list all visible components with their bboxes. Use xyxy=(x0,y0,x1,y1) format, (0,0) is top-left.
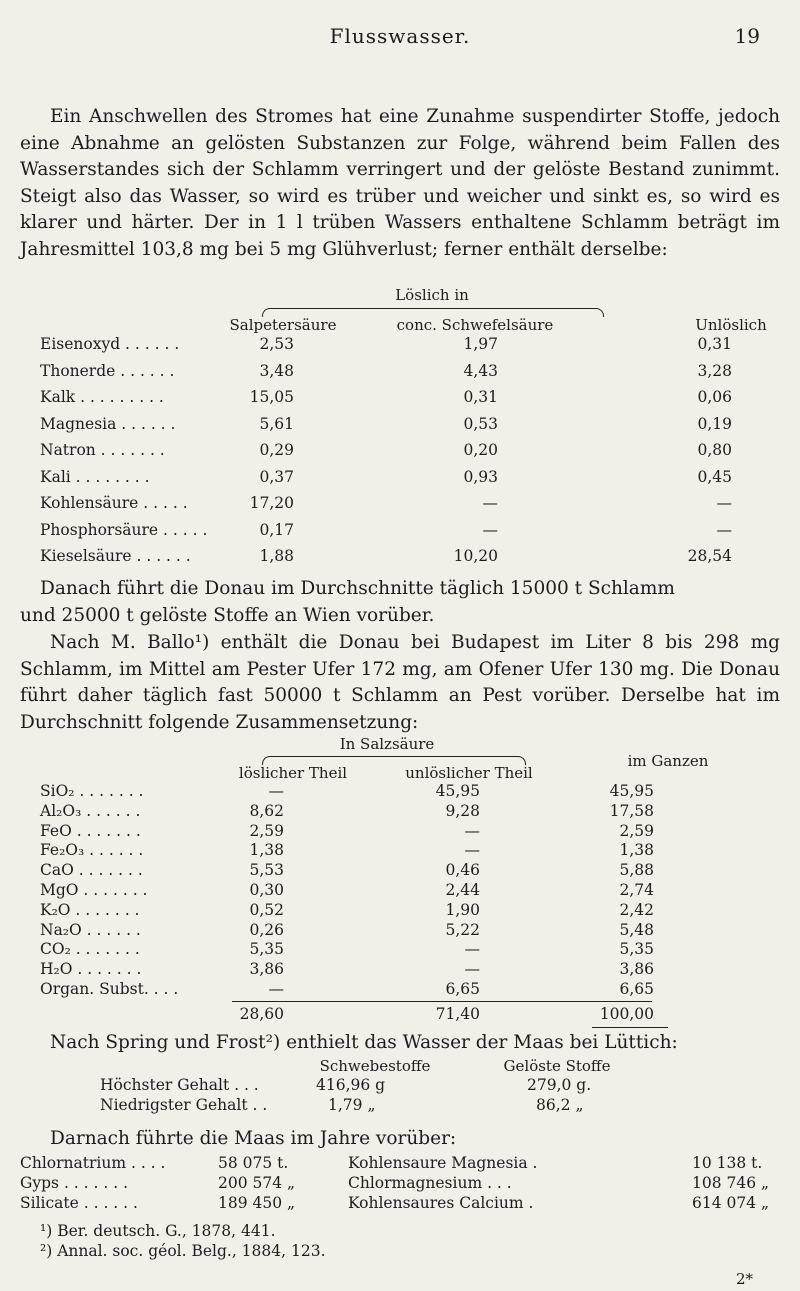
paragraph-4 xyxy=(20,1030,780,1057)
table-4-left-1-label: Chlornatrium . . . . xyxy=(20,1154,166,1172)
running-head: Flusswasser. xyxy=(329,24,471,48)
paragraph-2-line-2: und 25000 t gelöste Stoffe an Wien vorüber. xyxy=(20,604,435,626)
paragraph-2-line-1: Danach führt die Donau im Durchschnitte täglich 15000 t Schlamm xyxy=(40,578,675,599)
table-2-cell-2: 6,65 xyxy=(445,980,480,998)
table-2-cell-2: 1,90 xyxy=(445,900,480,919)
table-1-row-label: Magnesia . . . . . . xyxy=(40,414,176,433)
table-2-cell-1: 0,30 xyxy=(249,881,284,899)
table-2-row-label: Organ. Subst. . . . xyxy=(40,980,179,998)
table-4-right-2-value: 108 746 „ xyxy=(692,1174,770,1192)
table-1-cell-2: 4,43 xyxy=(463,361,498,380)
table-1-cell-1: 17,20 xyxy=(249,494,294,512)
paragraph-1-text: Ein Anschwellen des Stromes hat eine Zunahme suspendirter Stoffe, jedoch eine Abnahme an gelösten Substanzen zur Folge, während beim Fallen des Wasserstandes sich der Schlamm verringert und der gelöste Bestand zunimmt. Steigt also das Wasser, so wird es trüber und weicher und sinkt es, so wird es klarer und härter. Der in 1 l trüben Wassers enthaltene Schlamm beträgt im Jahresmittel 103,8 mg bei 5 mg Glühverlust; ferner enthält derselbe: xyxy=(20,106,780,260)
footnote-1: ¹) Ber. deutsch. G., 1878, 441. xyxy=(40,1222,276,1240)
table-2-row-label: Al₂O₃ . . . . . . xyxy=(40,801,141,820)
table-2-cell-2: — xyxy=(464,821,480,840)
table-1-col-1: Salpetersäure xyxy=(229,316,337,334)
table-3-row-2-v1: 1,79 „ xyxy=(328,1096,376,1114)
table-1-cell-2: 0,53 xyxy=(463,414,498,433)
table-1-cell-1: 0,29 xyxy=(259,441,294,459)
table-1-cell-2: 0,93 xyxy=(463,467,498,486)
table-1-group-header: Löslich in xyxy=(395,286,469,304)
table-1-cell-1: 3,48 xyxy=(259,361,294,380)
table-4-left-3-label: Silicate . . . . . . xyxy=(20,1194,138,1212)
signature-mark: 2* xyxy=(736,1270,754,1288)
table-1-cell-1: 0,37 xyxy=(259,467,294,486)
table-3-row-1-label: Höchster Gehalt . . . xyxy=(100,1076,259,1094)
table-1-cell-2: 1,97 xyxy=(463,335,498,353)
table-2-sum-rule xyxy=(232,1001,652,1002)
table-4-right-3-value: 614 074 „ xyxy=(692,1194,770,1212)
table-4-right-1-value: 10 138 t. xyxy=(692,1154,763,1172)
table-2-cell-1: 2,59 xyxy=(249,821,284,840)
table-2-total-2: 71,40 xyxy=(435,1005,480,1023)
table-3-row-1-v1: 416,96 g xyxy=(316,1076,386,1094)
table-2-total-1: 28,60 xyxy=(239,1005,284,1023)
table-1-cell-1: 5,61 xyxy=(259,414,294,433)
table-2-cell-3: 2,42 xyxy=(619,900,654,919)
paragraph-4-text: Nach Spring und Frost²) enthielt das Wasser der Maas bei Lüttich: xyxy=(50,1032,678,1053)
table-3-row-2-label: Niedrigster Gehalt . . xyxy=(100,1096,268,1114)
table-4-right-3-label: Kohlensaures Calcium . xyxy=(348,1194,534,1212)
table-1-cell-3: 0,31 xyxy=(697,335,732,353)
footnote-2: ²) Annal. soc. géol. Belg., 1884, 123. xyxy=(40,1242,326,1260)
table-2-row-label: SiO₂ . . . . . . . xyxy=(40,782,144,800)
table-2-cell-2: — xyxy=(464,841,480,860)
table-4-left-2-label: Gyps . . . . . . . xyxy=(20,1174,128,1192)
table-1-cell-3: 0,19 xyxy=(697,414,732,433)
table-2-cell-1: 0,52 xyxy=(249,900,284,919)
table-2-cell-3: 1,38 xyxy=(619,841,654,860)
table-1-cell-3: 0,45 xyxy=(697,467,732,486)
table-2-row-label: CaO . . . . . . . xyxy=(40,861,143,880)
paragraph-5 xyxy=(20,1126,780,1153)
table-1-cell-3: — xyxy=(716,494,732,512)
paragraph-2 xyxy=(20,576,780,629)
table-1-cell-2: — xyxy=(482,494,498,512)
table-2-cell-1: — xyxy=(268,980,284,998)
table-1-cell-3: 0,80 xyxy=(697,441,732,459)
table-1-cell-1: 15,05 xyxy=(249,388,294,406)
table-2-row-label: FeO . . . . . . . xyxy=(40,821,141,840)
table-2-cell-2: 9,28 xyxy=(445,801,480,820)
table-1-cell-3: — xyxy=(716,520,732,539)
table-2-cell-1: 1,38 xyxy=(249,841,284,860)
table-2-cell-2: — xyxy=(464,960,480,979)
table-2-cell-1: — xyxy=(268,782,284,800)
table-2-cell-3: 3,86 xyxy=(619,960,654,979)
table-1-cell-1: 1,88 xyxy=(259,547,294,565)
table-1-cell-1: 0,17 xyxy=(259,520,294,539)
table-3-row-1-v2: 279,0 g. xyxy=(527,1076,592,1094)
table-2-cell-2: 5,22 xyxy=(445,920,480,939)
table-2-cell-2: 45,95 xyxy=(435,782,480,800)
table-2-row-label: H₂O . . . . . . . xyxy=(40,960,142,979)
table-4-right-1-label: Kohlensaure Magnesia . xyxy=(348,1154,538,1172)
table-2-cell-3: 6,65 xyxy=(619,980,654,998)
table-1-col-3: Unlöslich xyxy=(695,316,767,334)
table-1-row-label: Phosphorsäure . . . . . xyxy=(40,520,208,539)
table-1-row-label: Eisenoxyd . . . . . . xyxy=(40,335,180,353)
table-2-row-label: CO₂ . . . . . . . xyxy=(40,940,140,959)
table-1-cell-1: 2,53 xyxy=(259,335,294,353)
table-1-cell-2: — xyxy=(482,520,498,539)
page-number: 19 xyxy=(734,24,760,48)
table-2-cell-3: 2,74 xyxy=(619,881,654,899)
table-1-cell-2: 0,31 xyxy=(463,388,498,406)
table-3-col-2: Gelöste Stoffe xyxy=(503,1057,611,1075)
paragraph-5-text: Darnach führte die Maas im Jahre vorüber: xyxy=(50,1128,457,1149)
table-1-col-2: conc. Schwefelsäure xyxy=(396,316,554,334)
table-2-row-label: MgO . . . . . . . xyxy=(40,881,148,899)
paragraph-3-text: Nach M. Ballo¹) enthält die Donau bei Budapest im Liter 8 bis 298 mg Schlamm, im Mittel am Pester Ufer 172 mg, am Ofener Ufer 130 mg. Die Donau führt daher täglich fast 50000 t Schlamm an Pest vorüber. Derselbe hat im Durchschnitt folgende Zusammensetzung: xyxy=(20,632,780,733)
table-2-col-2: unlöslicher Theil xyxy=(405,764,533,782)
table-3-row-2-v2: 86,2 „ xyxy=(536,1096,584,1114)
table-2-cell-2: 0,46 xyxy=(445,861,480,880)
table-4-left-1-value: 58 075 t. xyxy=(218,1154,289,1172)
table-4-right-2-label: Chlormagnesium . . . xyxy=(348,1174,512,1192)
table-2-col-1: löslicher Theil xyxy=(238,764,348,782)
table-2-cell-3: 5,48 xyxy=(619,920,654,939)
table-1-row-label: Kali . . . . . . . . xyxy=(40,467,150,486)
table-2-group-header: In Salzsäure xyxy=(339,735,435,753)
table-3-col-1: Schwebestoffe xyxy=(319,1057,431,1075)
table-2-row-label: Fe₂O₃ . . . . . . xyxy=(40,841,144,860)
table-1-row-label: Kieselsäure . . . . . . xyxy=(40,547,191,565)
table-1-cell-2: 0,20 xyxy=(463,441,498,459)
table-1-row-label: Kalk . . . . . . . . . xyxy=(40,388,164,406)
table-2-cell-1: 3,86 xyxy=(249,960,284,979)
table-2-cell-3: 17,58 xyxy=(609,801,654,820)
table-4-left-2-value: 200 574 „ xyxy=(218,1174,296,1192)
table-1-row-label: Kohlensäure . . . . . xyxy=(40,494,188,512)
table-1-cell-3: 0,06 xyxy=(697,388,732,406)
table-2-cell-1: 5,53 xyxy=(249,861,284,880)
paragraph-1 xyxy=(20,104,780,263)
table-2-total-underline xyxy=(592,1027,668,1028)
table-2-row-label: K₂O . . . . . . . xyxy=(40,900,140,919)
table-4-left-3-value: 189 450 „ xyxy=(218,1194,296,1212)
paragraph-3 xyxy=(20,630,780,736)
table-2-cell-3: 2,59 xyxy=(619,821,654,840)
table-1-cell-3: 3,28 xyxy=(697,361,732,380)
table-2-cell-3: 45,95 xyxy=(609,782,654,800)
table-2-cell-3: 5,35 xyxy=(619,940,654,959)
table-2-cell-2: — xyxy=(464,940,480,959)
table-1-row-label: Natron . . . . . . . xyxy=(40,441,165,459)
table-2-cell-1: 5,35 xyxy=(249,940,284,959)
table-1-row-label: Thonerde . . . . . . xyxy=(40,361,175,380)
table-2-row-label: Na₂O . . . . . . xyxy=(40,920,141,939)
table-2-cell-3: 5,88 xyxy=(619,861,654,880)
table-2-cell-1: 0,26 xyxy=(249,920,284,939)
table-2-cell-1: 8,62 xyxy=(249,801,284,820)
table-2-col-3: im Ganzen xyxy=(627,752,709,770)
table-1-cell-2: 10,20 xyxy=(453,547,498,565)
table-2-cell-2: 2,44 xyxy=(445,881,480,899)
table-2-total-3: 100,00 xyxy=(599,1005,654,1023)
table-1-cell-3: 28,54 xyxy=(687,547,732,565)
